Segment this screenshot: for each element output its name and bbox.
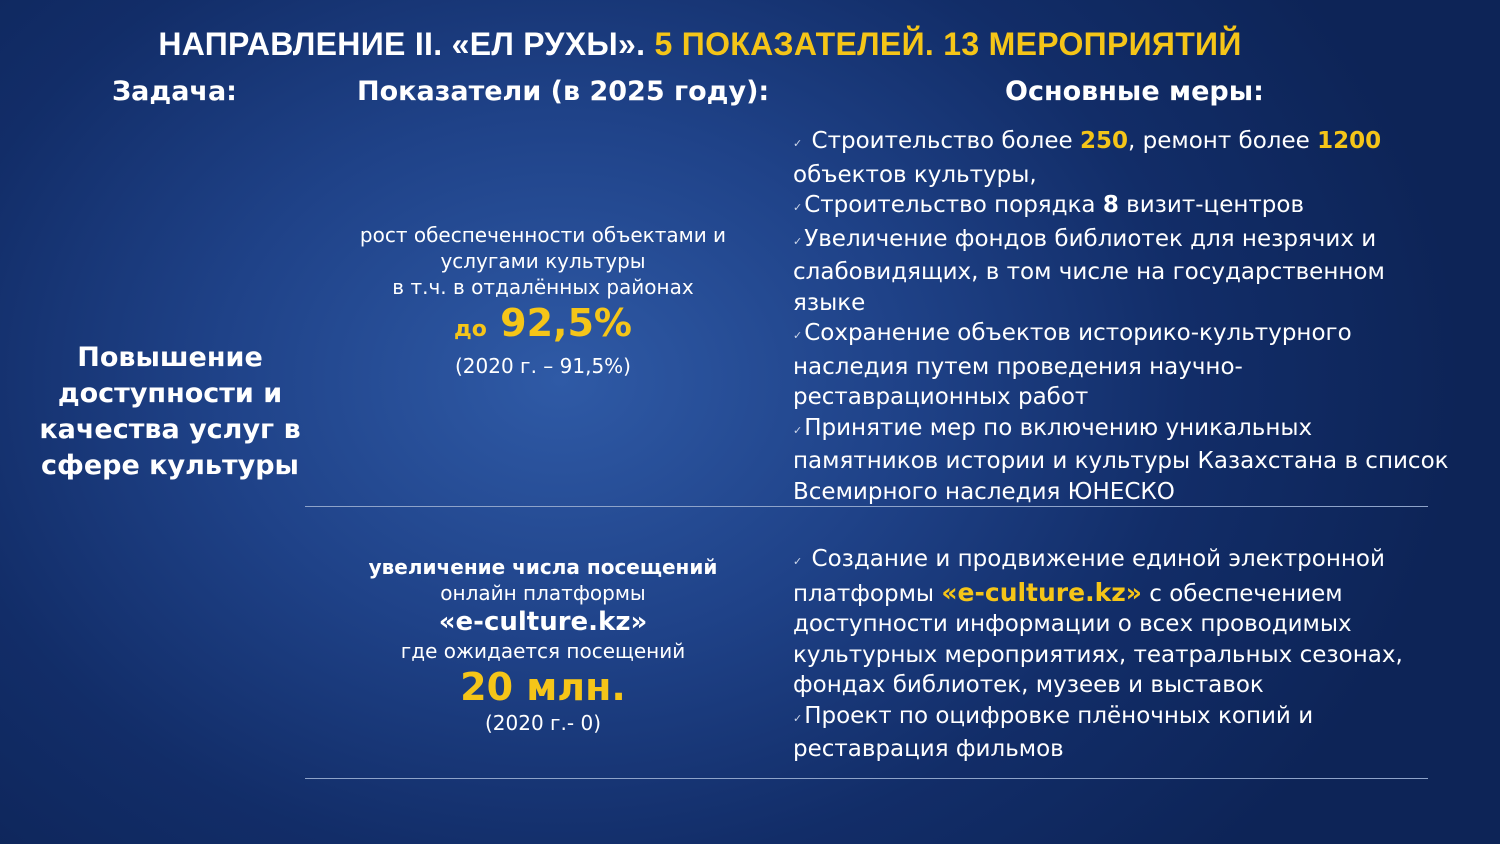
- measure-item: [793, 190, 1483, 224]
- row-divider: [305, 778, 1428, 779]
- indicator-2-baseline: (2020 г.- 0): [484, 711, 602, 735]
- header-measures: Основные меры:: [1005, 76, 1264, 107]
- measure-text: Строительство порядка: [804, 192, 1103, 218]
- indicator-2-line2: онлайн платформы: [440, 581, 646, 605]
- measure-text: фондах библиотек, музеев и выставок: [793, 672, 1264, 698]
- task-text: Повышение доступности и качества услуг в сфере культуры: [39, 342, 301, 481]
- indicator-1-value: [320, 300, 766, 353]
- measures-group-1: [793, 126, 1483, 507]
- measure-text: с обеспечением: [1141, 580, 1343, 607]
- indicator-2: [320, 554, 766, 736]
- measure-text: Строительство более: [811, 128, 1080, 154]
- measure-text: языке: [793, 289, 866, 316]
- check-icon: ✓: [793, 423, 803, 437]
- measure-text: визит-центров: [1118, 192, 1305, 218]
- measure-text: доступности информации о всех проводимых: [793, 611, 1352, 637]
- check-icon: ✓: [793, 201, 803, 214]
- measure-item: [793, 224, 1483, 319]
- measure-item: [793, 701, 1483, 765]
- indicator-1-line1: рост обеспеченности объектами и: [359, 223, 727, 247]
- indicator-2-line1: увеличение числа посещений: [368, 555, 718, 579]
- title-main: НАПРАВЛЕНИЕ II. «ЕЛ РУХЫ».: [158, 26, 646, 62]
- measure-text: реставрационных работ: [793, 384, 1089, 410]
- check-icon: ✓: [793, 711, 803, 725]
- row-divider: [305, 506, 1428, 507]
- measures-group-2: [793, 544, 1483, 765]
- measure-text: , ремонт более: [1127, 128, 1318, 154]
- indicator-1-value-number: 92,5%: [500, 301, 632, 345]
- header-indicators: Показатели (в 2025 году):: [357, 76, 770, 107]
- check-icon: ✓: [793, 329, 803, 342]
- check-icon: ✓: [793, 555, 803, 568]
- measure-highlight: 1200: [1317, 128, 1382, 154]
- measure-text: памятников истории и культуры Казахстана в список: [793, 448, 1449, 474]
- measure-text: наследия путем проведения научно-: [793, 353, 1243, 380]
- check-icon: ✓: [793, 137, 803, 150]
- measure-text: Всемирного наследия ЮНЕСКО: [793, 478, 1175, 505]
- measure-item: [793, 413, 1483, 508]
- indicator-1-baseline: (2020 г. – 91,5%): [455, 354, 631, 378]
- measure-text: реставрация фильмов: [793, 736, 1064, 762]
- header-task: Задача:: [112, 76, 237, 107]
- check-icon: ✓: [793, 234, 803, 248]
- indicator-1: [320, 222, 766, 379]
- measure-text: слабовидящих, в том числе на государственном: [793, 259, 1385, 285]
- measure-highlight: 250: [1079, 128, 1128, 154]
- measure-text: объектов культуры,: [793, 161, 1037, 188]
- indicator-2-value: 20 млн.: [460, 665, 626, 709]
- measure-item: [793, 544, 1483, 701]
- indicator-2-line3: где ожидается посещений: [400, 639, 686, 663]
- slide-title: [0, 26, 1400, 63]
- measure-highlight: 8: [1102, 192, 1119, 218]
- measure-text: Принятие мер по включению уникальных: [804, 414, 1313, 441]
- title-accent: 5 ПОКАЗАТЕЛЕЙ. 13 МЕРОПРИЯТИЙ: [654, 26, 1242, 62]
- measure-text: Создание и продвижение единой электронной: [811, 546, 1385, 572]
- measure-text: Сохранение объектов историко-культурного: [804, 320, 1352, 346]
- measure-text: Проект по оцифровке плёночных копий и: [804, 702, 1314, 729]
- measure-item: [793, 126, 1483, 190]
- measure-highlight: «e-culture.kz»: [941, 577, 1142, 607]
- measure-item: [793, 318, 1483, 413]
- measure-text: платформы: [793, 580, 942, 607]
- indicator-1-value-prefix: до: [454, 317, 487, 342]
- indicator-2-site: «e-culture.kz»: [438, 607, 648, 637]
- indicator-1-line2: услугами культуры: [440, 249, 646, 273]
- indicator-1-line3: в т.ч. в отдалённых районах: [392, 275, 694, 299]
- measure-text: Увеличение фондов библиотек для незрячих и: [804, 225, 1377, 252]
- measure-text: культурных мероприятиях, театральных сезонах,: [793, 641, 1403, 668]
